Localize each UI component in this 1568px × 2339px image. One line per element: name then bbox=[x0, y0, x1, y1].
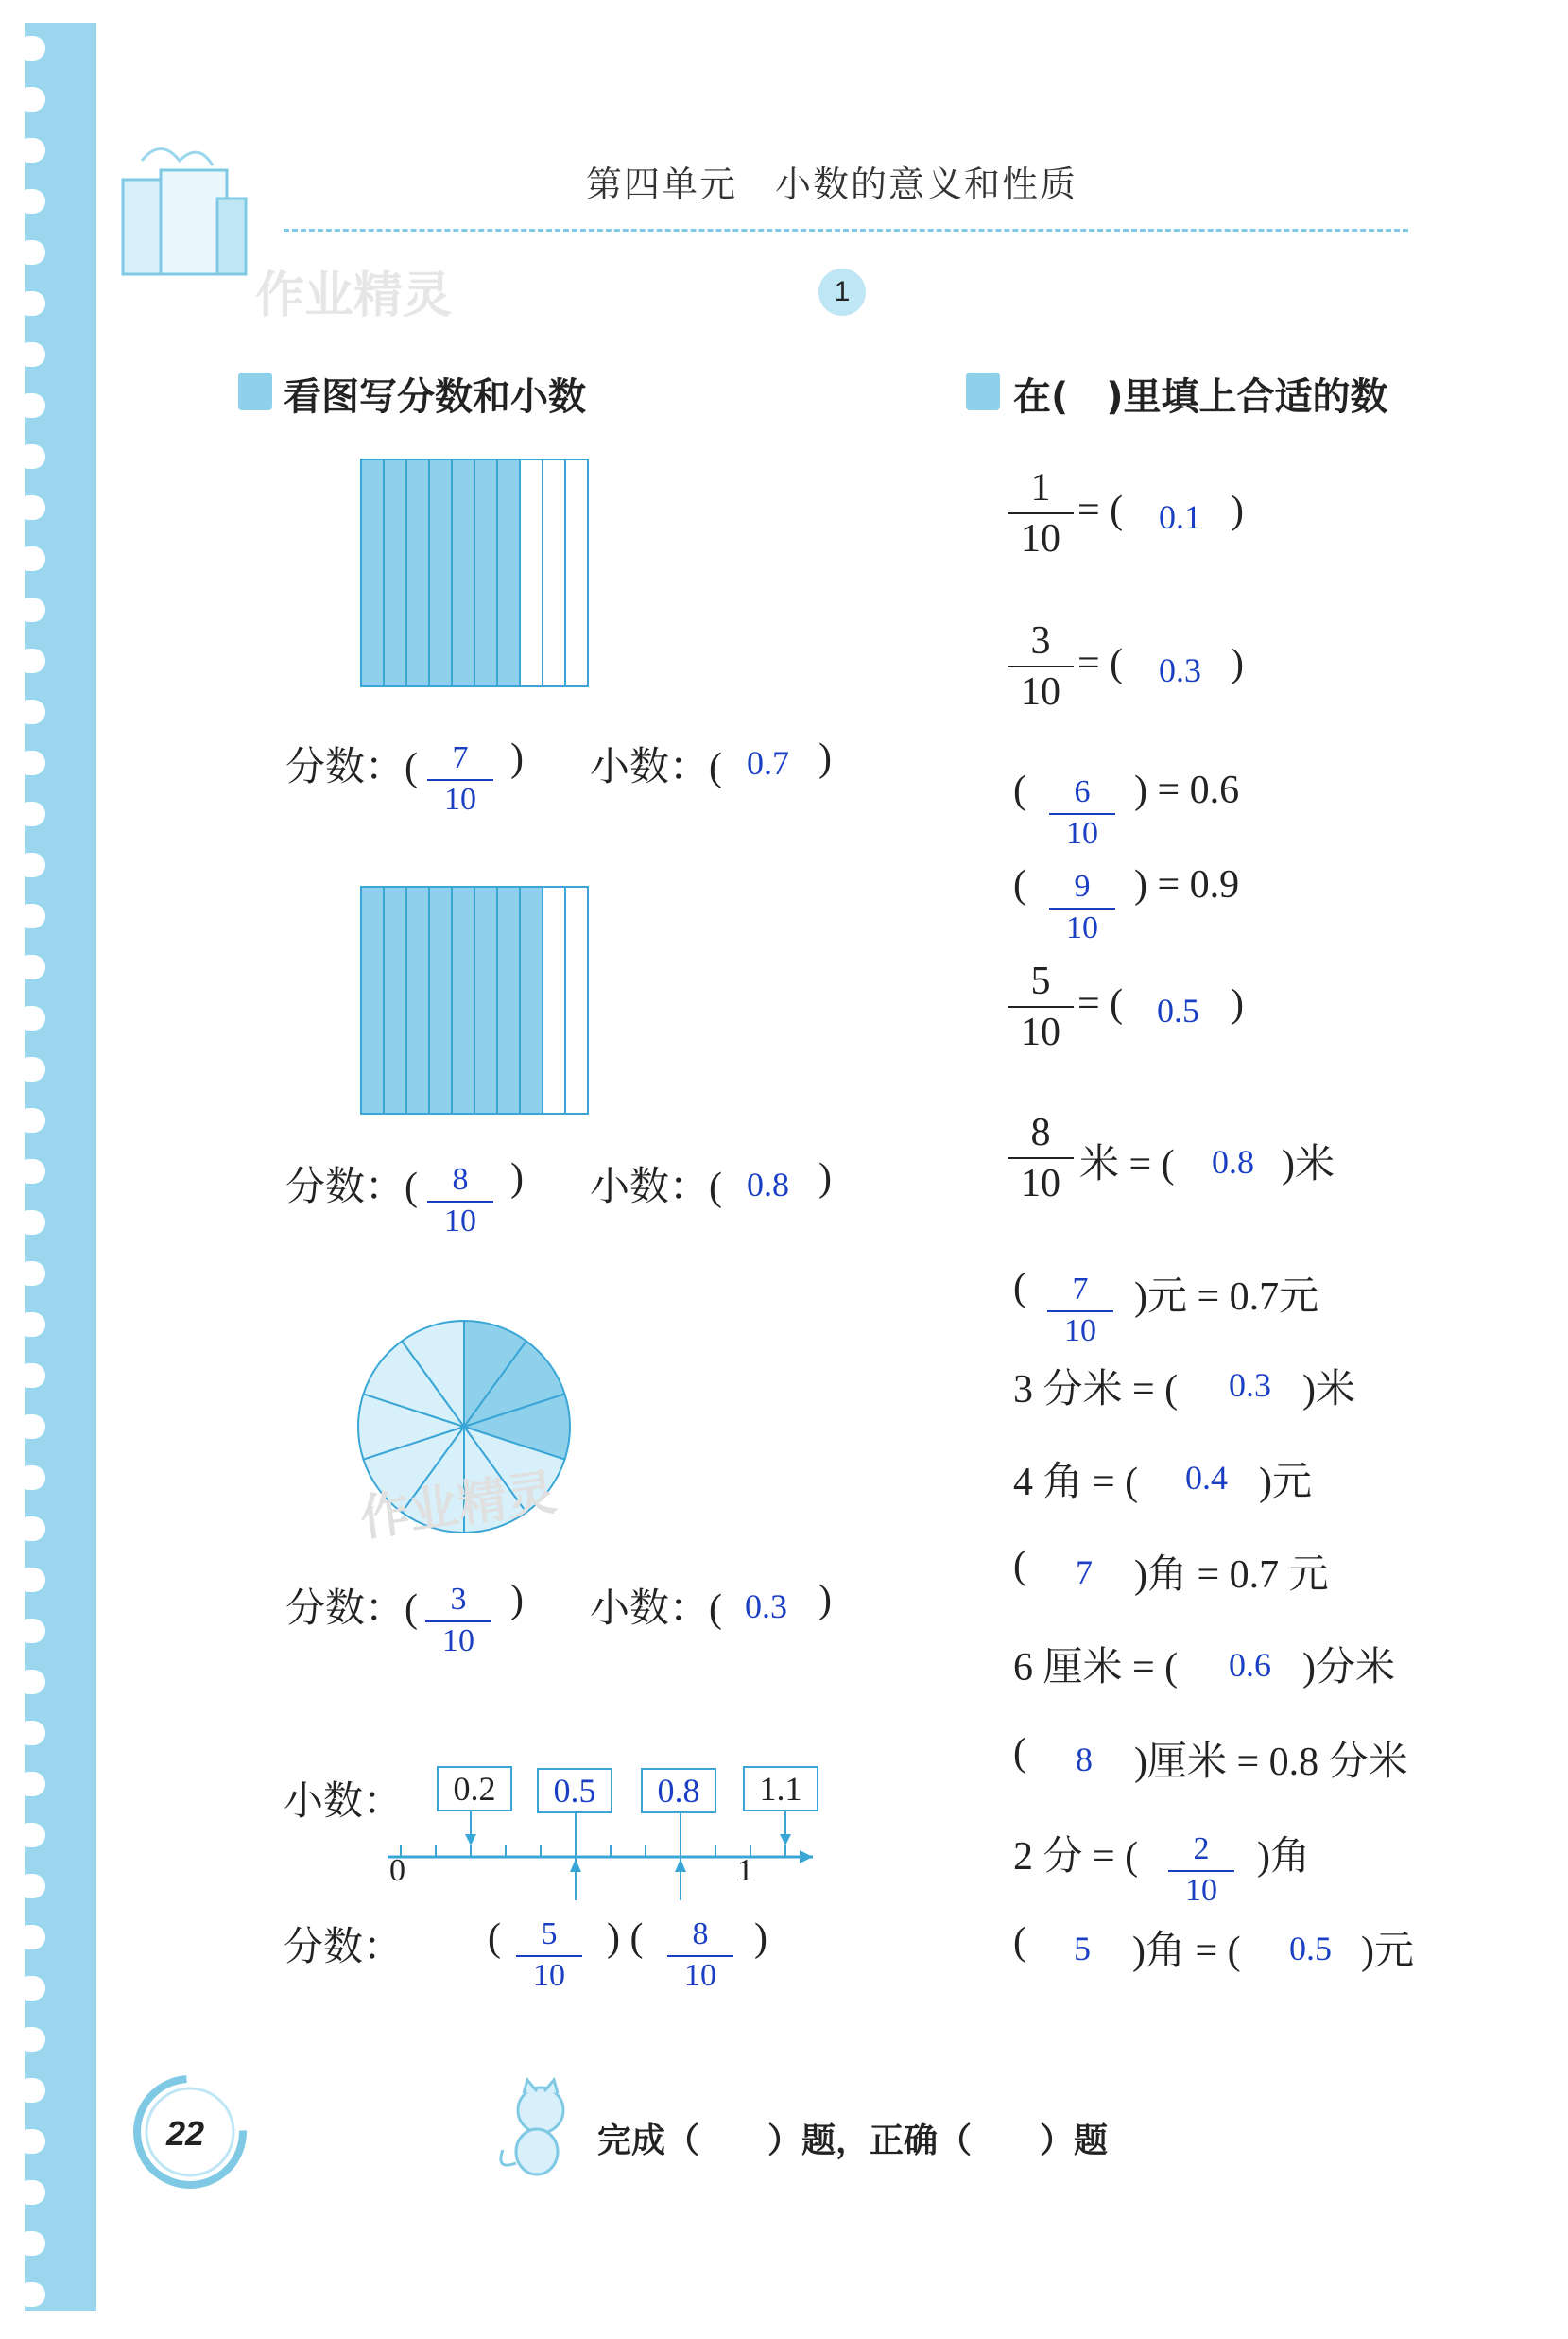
watermark: 作业精灵 bbox=[255, 268, 453, 324]
decimal-box: 0.5 bbox=[537, 1768, 612, 1813]
given-fraction: 3 10 bbox=[1008, 616, 1074, 717]
binding-hole bbox=[17, 87, 45, 112]
close-paren: ) bbox=[510, 1578, 524, 1621]
close-paren: ) bbox=[754, 1916, 767, 1960]
grid-strip bbox=[361, 887, 384, 1114]
equation-prefix: 6 厘米 = ( bbox=[1013, 1646, 1179, 1689]
close-paren: ) bbox=[818, 736, 832, 780]
decimal-answer: 0.3 bbox=[745, 1587, 787, 1625]
given-fraction: 5 10 bbox=[1008, 957, 1074, 1057]
grid-strip bbox=[497, 887, 520, 1114]
binding-hole bbox=[17, 1516, 45, 1541]
paren-pair: ) ( bbox=[607, 1916, 644, 1960]
grid-strip bbox=[406, 459, 429, 686]
equation-suffix: )元 bbox=[1361, 1930, 1414, 1973]
binding-hole bbox=[17, 2027, 45, 2052]
grid-strip bbox=[384, 459, 406, 686]
pointer-arrow-head bbox=[780, 1834, 791, 1845]
left-section-title: 看图写分数和小数 bbox=[284, 375, 586, 419]
open-paren: ( bbox=[1013, 863, 1026, 907]
equation-middle: )角 = ( bbox=[1132, 1930, 1241, 1973]
equation-prefix: 2 分 = ( bbox=[1013, 1835, 1139, 1879]
cat-mascot-icon bbox=[488, 2076, 592, 2180]
binding-hole bbox=[17, 2282, 45, 2307]
grid-strip bbox=[543, 887, 565, 1114]
binding-hole bbox=[17, 444, 45, 469]
answer: 0.6 bbox=[1229, 1646, 1271, 1684]
binding-hole bbox=[17, 1670, 45, 1694]
binding-hole bbox=[17, 1414, 45, 1439]
equation-suffix: )角 bbox=[1257, 1835, 1310, 1879]
grid-strip bbox=[429, 459, 452, 686]
binding-hole bbox=[17, 1823, 45, 1847]
decimal-box: 0.2 bbox=[437, 1766, 512, 1811]
answer: 0.8 bbox=[1212, 1143, 1254, 1181]
strip-grid-q1 bbox=[359, 458, 590, 688]
equals-paren: = ( bbox=[1077, 982, 1124, 1026]
binding-hole bbox=[17, 1312, 45, 1337]
binding-hole bbox=[17, 2180, 45, 2205]
equation-suffix: )元 bbox=[1259, 1461, 1312, 1504]
fraction-answer: $\frac{6}{10}$ bbox=[1049, 773, 1115, 853]
grid-strip bbox=[497, 459, 520, 686]
binding-hole bbox=[17, 1261, 45, 1286]
decimal-label: 小数：( bbox=[590, 746, 722, 789]
decimal-label: 小数：( bbox=[590, 1166, 722, 1209]
grid-strip bbox=[452, 887, 474, 1114]
right-section-title: 在( )里填上合适的数 bbox=[1013, 375, 1388, 419]
decimal-answer: 0.7 bbox=[747, 744, 789, 782]
binding-hole bbox=[17, 751, 45, 775]
close-paren: ) bbox=[818, 1156, 832, 1200]
decimal-answer: 0.8 bbox=[747, 1166, 789, 1204]
binding-hole bbox=[17, 700, 45, 724]
answer: 0.4 bbox=[1185, 1459, 1228, 1497]
binding-hole bbox=[17, 2078, 45, 2103]
fraction-answer: $\frac{2}{10}$ bbox=[1168, 1830, 1234, 1910]
binding-hole bbox=[17, 1721, 45, 1745]
answer: 0.5 bbox=[1157, 992, 1199, 1030]
given-fraction: 8 10 bbox=[1008, 1108, 1074, 1208]
equals-paren: = ( bbox=[1077, 642, 1124, 685]
fraction-answer: $\frac{7}{10}$ bbox=[1047, 1271, 1113, 1350]
binding-hole bbox=[17, 853, 45, 877]
equation-rest: )元 = 0.7元 bbox=[1134, 1275, 1319, 1319]
binding-hole bbox=[17, 1925, 45, 1949]
binding-hole bbox=[17, 1363, 45, 1388]
open-paren: ( bbox=[488, 1916, 501, 1960]
equation-rest: ) = 0.6 bbox=[1134, 769, 1240, 812]
binding-hole bbox=[17, 240, 45, 265]
answer: 8 bbox=[1076, 1741, 1093, 1778]
grid-strip bbox=[520, 887, 543, 1114]
axis-arrow bbox=[800, 1850, 813, 1863]
pointer-arrow-head bbox=[675, 1859, 686, 1872]
equation-prefix: 3 分米 = ( bbox=[1013, 1368, 1179, 1412]
page-number: 22 bbox=[166, 2114, 205, 2153]
fraction-label: 分数：( bbox=[285, 1587, 418, 1631]
grid-strip bbox=[474, 887, 497, 1114]
completion-counter: 完成（ ）题，正确（ ）题 bbox=[597, 2122, 1109, 2160]
binding-hole bbox=[17, 495, 45, 520]
close-paren: ) bbox=[1231, 489, 1244, 532]
grid-strip bbox=[565, 459, 588, 686]
fraction-answer: $\frac{7}{10}$ bbox=[427, 739, 493, 819]
binding-hole bbox=[17, 649, 45, 673]
spiral-binding bbox=[25, 23, 96, 2311]
open-paren: ( bbox=[1013, 1266, 1026, 1309]
binding-hole bbox=[17, 955, 45, 979]
grid-strip bbox=[520, 459, 543, 686]
fraction-label: 分数：( bbox=[285, 746, 418, 789]
equation-prefix: ( bbox=[1013, 1544, 1026, 1587]
binding-hole bbox=[17, 291, 45, 316]
fraction-answer: $\frac{3}{10}$ bbox=[425, 1581, 491, 1660]
close-paren: ) bbox=[510, 736, 524, 780]
binding-hole bbox=[17, 598, 45, 622]
grid-strip bbox=[406, 887, 429, 1114]
answer: 0.5 bbox=[1289, 1930, 1332, 1967]
grid-strip bbox=[543, 459, 565, 686]
answer: 0.3 bbox=[1229, 1366, 1271, 1404]
close-paren: ) bbox=[1231, 642, 1244, 685]
numberline-fraction-label: 分数： bbox=[284, 1926, 404, 1969]
binding-hole bbox=[17, 2231, 45, 2256]
open-paren: ( bbox=[1013, 769, 1026, 812]
grid-strip bbox=[474, 459, 497, 686]
binding-hole bbox=[17, 36, 45, 61]
equation-prefix: ( bbox=[1013, 1920, 1026, 1964]
lesson-number-badge: 1 bbox=[818, 269, 866, 316]
given-fraction: 1 10 bbox=[1008, 463, 1074, 563]
tick-label-one: 1 bbox=[737, 1853, 753, 1888]
binding-hole bbox=[17, 342, 45, 367]
binding-hole bbox=[17, 904, 45, 928]
decimal-label: 小数：( bbox=[590, 1587, 722, 1631]
section-flag-icon bbox=[238, 373, 272, 410]
grid-strip bbox=[384, 887, 406, 1114]
fraction-answer: $\frac{5}{10}$ bbox=[516, 1915, 582, 1995]
fraction-answer: $\frac{8}{10}$ bbox=[667, 1915, 733, 1995]
answer: 0.3 bbox=[1159, 651, 1201, 689]
binding-hole bbox=[17, 1057, 45, 1082]
equation-suffix: )分米 bbox=[1302, 1646, 1395, 1689]
binding-hole bbox=[17, 2129, 45, 2154]
equation-rest: ) = 0.9 bbox=[1134, 863, 1240, 907]
binding-hole bbox=[17, 1976, 45, 2001]
binding-hole bbox=[17, 1108, 45, 1133]
binding-hole bbox=[17, 1874, 45, 1898]
equals-paren: = ( bbox=[1077, 489, 1124, 532]
books-decoration-icon bbox=[113, 132, 265, 293]
equation-suffix: )角 = 0.7 元 bbox=[1134, 1553, 1329, 1597]
close-paren: ) bbox=[510, 1156, 524, 1200]
close-paren: ) bbox=[1231, 982, 1244, 1026]
pointer-arrow-head bbox=[570, 1859, 581, 1872]
equation-suffix: )米 bbox=[1302, 1368, 1355, 1412]
equation-prefix: 4 角 = ( bbox=[1013, 1461, 1139, 1504]
close-paren: ) bbox=[818, 1578, 832, 1621]
section-flag-icon bbox=[966, 373, 1000, 410]
unit-title: 第四单元 小数的意义和性质 bbox=[586, 165, 1078, 205]
fraction-label: 分数：( bbox=[285, 1166, 418, 1209]
decimal-box: 0.8 bbox=[641, 1768, 716, 1813]
watermark: 作业精灵 bbox=[356, 1464, 560, 1549]
binding-hole bbox=[17, 1465, 45, 1490]
answer: 5 bbox=[1074, 1930, 1091, 1967]
binding-hole bbox=[17, 138, 45, 163]
binding-hole bbox=[17, 1210, 45, 1235]
header-divider bbox=[284, 229, 1408, 232]
binding-hole bbox=[17, 546, 45, 571]
pointer-arrow-head bbox=[465, 1834, 476, 1845]
grid-strip bbox=[429, 887, 452, 1114]
unit-suffix: )米 bbox=[1282, 1143, 1335, 1187]
equals-paren: 米 = ( bbox=[1079, 1143, 1175, 1187]
fraction-answer: $\frac{9}{10}$ bbox=[1049, 868, 1115, 947]
answer: 0.1 bbox=[1159, 498, 1201, 536]
fraction-answer: $\frac{8}{10}$ bbox=[427, 1161, 493, 1240]
binding-hole bbox=[17, 1619, 45, 1643]
grid-strip bbox=[565, 887, 588, 1114]
binding-hole bbox=[17, 802, 45, 826]
binding-hole bbox=[17, 393, 45, 418]
binding-hole bbox=[17, 1772, 45, 1796]
tick-label-zero: 0 bbox=[389, 1853, 405, 1888]
binding-hole bbox=[17, 1159, 45, 1184]
binding-hole bbox=[17, 1006, 45, 1031]
strip-grid-q2 bbox=[359, 885, 590, 1116]
binding-hole bbox=[17, 1568, 45, 1592]
equation-prefix: ( bbox=[1013, 1731, 1026, 1775]
decimal-box: 1.1 bbox=[743, 1766, 818, 1811]
equation-suffix: )厘米 = 0.8 分米 bbox=[1134, 1741, 1408, 1784]
grid-strip bbox=[452, 459, 474, 686]
grid-strip bbox=[361, 459, 384, 686]
numberline-decimal-label: 小数： bbox=[284, 1780, 404, 1824]
answer: 7 bbox=[1076, 1553, 1093, 1591]
binding-hole bbox=[17, 189, 45, 214]
